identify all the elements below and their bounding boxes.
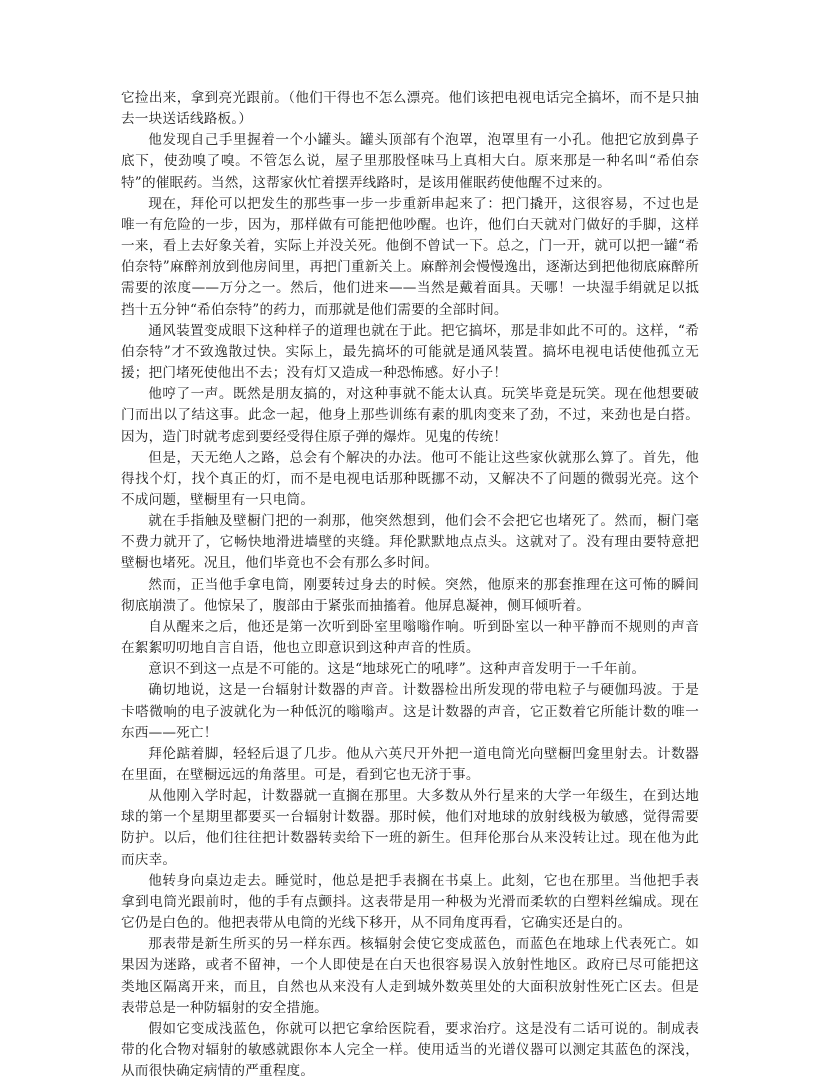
paragraph-10: 意识不到这一点是不可能的。这是“地球死亡的吼哮”。这种声音发明于一千年前。 [148,661,646,678]
paragraph-6: 但是，天无绝人之路，总会有个解决的办法。他可不能让这些家伙就那么算了。首先，他得找个灯，找个真正的灯，而不是电视电话那种既挪不动，又解决不了问题的微弱光亮。这个不成问题，壁橱里有一只电筒。 [121,449,699,508]
paragraph-11: 确切地说，这是一台辐射计数器的声音。计数器检出所发现的带电粒子与硬伽玛波。于是卡嗒微响的电子波就化为一种低沉的嗡嗡声。这是计数器的声音，它正数着它所能计数的唯一东西——死亡！ [121,682,699,741]
paragraph-15: 那表带是新生所买的另一样东西。核辐射会使它变成蓝色，而蓝色在地球上代表死亡。如果因为迷路，或者不留神，一个人即使是在白天也很容易误入放射性地区。政府已尽可能把这类地区隔离开来，而且，自然也从来没有人走到城外数英里处的大面积放射性死亡区去。但是表带总是一种防辐射的安全措施。 [121,936,699,1016]
paragraph-8: 然而，正当他手拿电筒，刚要转过身去的时候。突然，他原来的那套推理在这可怖的瞬间彻底崩溃了。他惊呆了，腹部由于紧张而抽搐着。他屏息凝神，侧耳倾听着。 [121,576,699,614]
paragraph-4: 通风装置变成眼下这种样子的道理也就在于此。把它搞坏，那是非如此不可的。这样，“希伯奈特”才不致逸散过快。实际上，最先搞坏的可能就是通风装置。搞坏电视电话使他孤立无援；把门堵死使他出不去；没有灯又造成一种恐怖感。好小子！ [121,322,699,382]
paragraph-14: 他转身向桌边走去。睡觉时，他总是把手表搁在书桌上。此刻，它也在那里。当他把手表拿到电筒光跟前时，他的手有点颤抖。这表带是用一种极为光滑而柔软的白塑料丝编成。现在它仍是白色的。他把表带从电筒的光线下移开，从不同角度再看，它确实还是白的。 [121,872,699,932]
paragraph-12: 拜伦踮着脚，轻轻后退了几步。他从六英尺开外把一道电筒光向壁橱凹龛里射去。计数器在里面，在壁橱远远的角落里。可是，看到它也无济于事。 [121,745,699,783]
paragraph-7: 就在手指触及壁橱门把的一刹那，他突然想到，他们会不会把它也堵死了。然而，橱门毫不费力就开了，它畅快地滑进墙壁的夹缝。拜伦默默地点点头。这就对了。没有理由要特意把壁橱也堵死。况且，他们毕竟也不会有那么多时间。 [121,513,699,572]
paragraph-2: 他发现自己手里握着一个小罐头。罐头顶部有个泡罩，泡罩里有一小孔。他把它放到鼻子底下，使劲嗅了嗅。不管怎么说，屋子里那股怪味马上真相大白。原来那是一种名叫“希伯奈特”的催眠药。当然，这帮家伙忙着摆弄线路时，是该用催眠药使他醒不过来的。 [121,132,699,191]
paragraph-3: 现在，拜伦可以把发生的那些事一步一步重新串起来了：把门撬开，这很容易，不过也是唯一有危险的一步，因为，那样做有可能把他吵醒。也许，他们白天就对门做好的手脚，这样一来，看上去好象关着，实际上并没关死。他倒不曾试一下。总之，门一开，就可以把一罐“希伯奈特”麻醉剂放到他房间里，再把门重新关上。麻醉剂会慢慢逸出，逐渐达到把他彻底麻醉所需要的浓度——万分之一。然后，他们进来——当然是戴着面具。天哪！一块湿手绢就足以抵挡十五分钟“希伯奈特”的药力，而那就是他们需要的全部时间。 [121,195,699,318]
paragraph-1: 它捡出来，拿到亮光跟前。（他们干得也不怎么漂亮。他们该把电视电话完全搞坏，而不是只抽去一块送话线路板。） [121,90,699,128]
paragraph-16: 假如它变成浅蓝色，你就可以把它拿给医院看，要求治疗。这是没有二话可说的。制成表带的化合物对辐射的敏感就跟你本人完全一样。使用适当的光谱仪器可以测定其蓝色的深浅，从而很快确定病情的严重程度。 [121,1020,699,1080]
document-page [121,88,699,1082]
paragraph-9: 自从醒来之后，他还是第一次听到卧室里嗡嗡作响。听到卧室以一种平静而不规则的声音在絮絮叨叨地自言自语，他也立即意识到这种声音的性质。 [121,618,699,657]
paragraph-13: 从他刚入学时起，计数器就一直搁在那里。大多数从外行星来的大学一年级生，在到达地球的第一个星期里都要买一台辐射计数器。那时候，他们对地球的放射线极为敏感，觉得需要防护。以后，他们往往把计数器转卖给下一班的新生。但拜伦那台从来没转让过。现在他为此而庆幸。 [121,788,699,868]
paragraph-5: 他哼了一声。既然是朋友搞的，对这种事就不能太认真。玩笑毕竟是玩笑。现在他想要破门而出以了结这事。此念一起，他身上那些训练有素的肌肉变来了劲，不过，来劲也是白搭。因为，造门时就考虑到要经受得住原子弹的爆炸。见鬼的传统！ [121,386,699,445]
